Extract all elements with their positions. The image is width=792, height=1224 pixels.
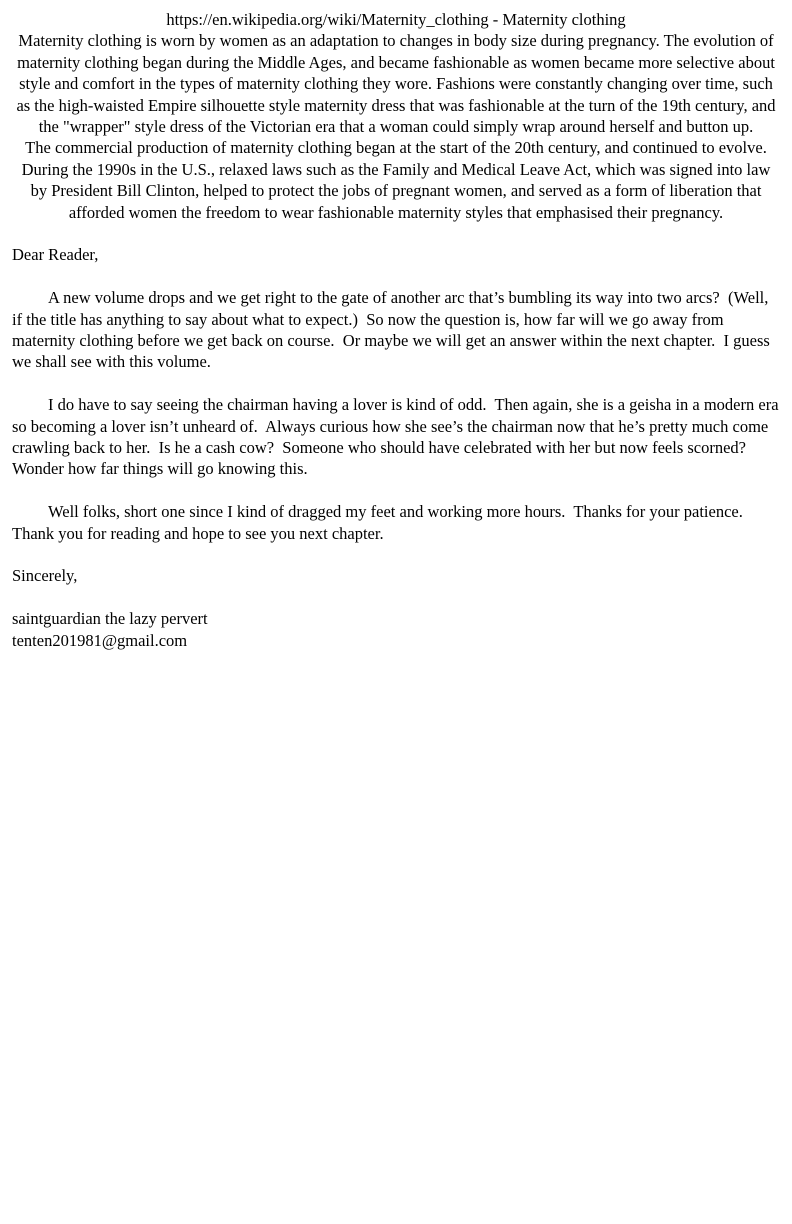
letter-closing: Sincerely, <box>12 566 78 586</box>
wiki-excerpt-section <box>12 9 780 223</box>
signature-block <box>12 608 780 651</box>
letter-greeting: Dear Reader, <box>12 245 99 265</box>
source-url-line: https://en.wikipedia.org/wiki/Maternity_clothing - Maternity clothing <box>166 10 626 29</box>
letter-section <box>12 244 783 651</box>
letter-paragraph-1: A new volume drops and we get right to the gate of another arc that’s bumbling its way into two arcs? (Well, if the title has anything to say about what to expect.) So now the question is, how far will we go away from maternity clothing before we get back on course. Or maybe we will get an answer within the next chapter. I guess we shall see with this volume. <box>12 288 774 372</box>
signature-name: saintguardian the lazy pervert <box>12 609 208 629</box>
letter-paragraph-3: Well folks, short one since I kind of dragged my feet and working more hours. Thanks for your patience. Thank you for reading and hope to see you next chapter. <box>12 502 751 543</box>
wiki-paragraph-1: Maternity clothing is worn by women as an adaptation to changes in body size during pregnancy. The evolution of maternity clothing began during the Middle Ages, and became fashionable as women became more selective about style and comfort in the types of maternity clothing they wore. Fashions were constantly changing over time, such as the high-waisted Empire silhouette style maternity dress that was fashionable at the turn of the 19th century, and the "wrapper" style dress of the Victorian era that a woman could simply wrap around herself and button up. <box>16 31 780 137</box>
signature-email: tenten201981@gmail.com <box>12 630 188 650</box>
wiki-paragraph-2: The commercial production of maternity clothing began at the start of the 20th century, and continued to evolve. During the 1990s in the U.S., relaxed laws such as the Family and Medical Leave Act, which was signed into law by President Bill Clinton, helped to protect the jobs of pregnant women, and served as a form of liberation that afforded women the freedom to wear fashionable maternity styles that emphasised their pregnancy. <box>21 138 775 222</box>
letter-paragraph-2: I do have to say seeing the chairman having a lover is kind of odd. Then again, she is a geisha in a modern era so becoming a lover isn’t unheard of. Always curious how she see’s the chairman now that he’s pretty much come crawling back to her. Is he a cash cow? Someone who should have celebrated with her but now feels scorned? Wonder how far things will go knowing this. <box>12 395 783 479</box>
